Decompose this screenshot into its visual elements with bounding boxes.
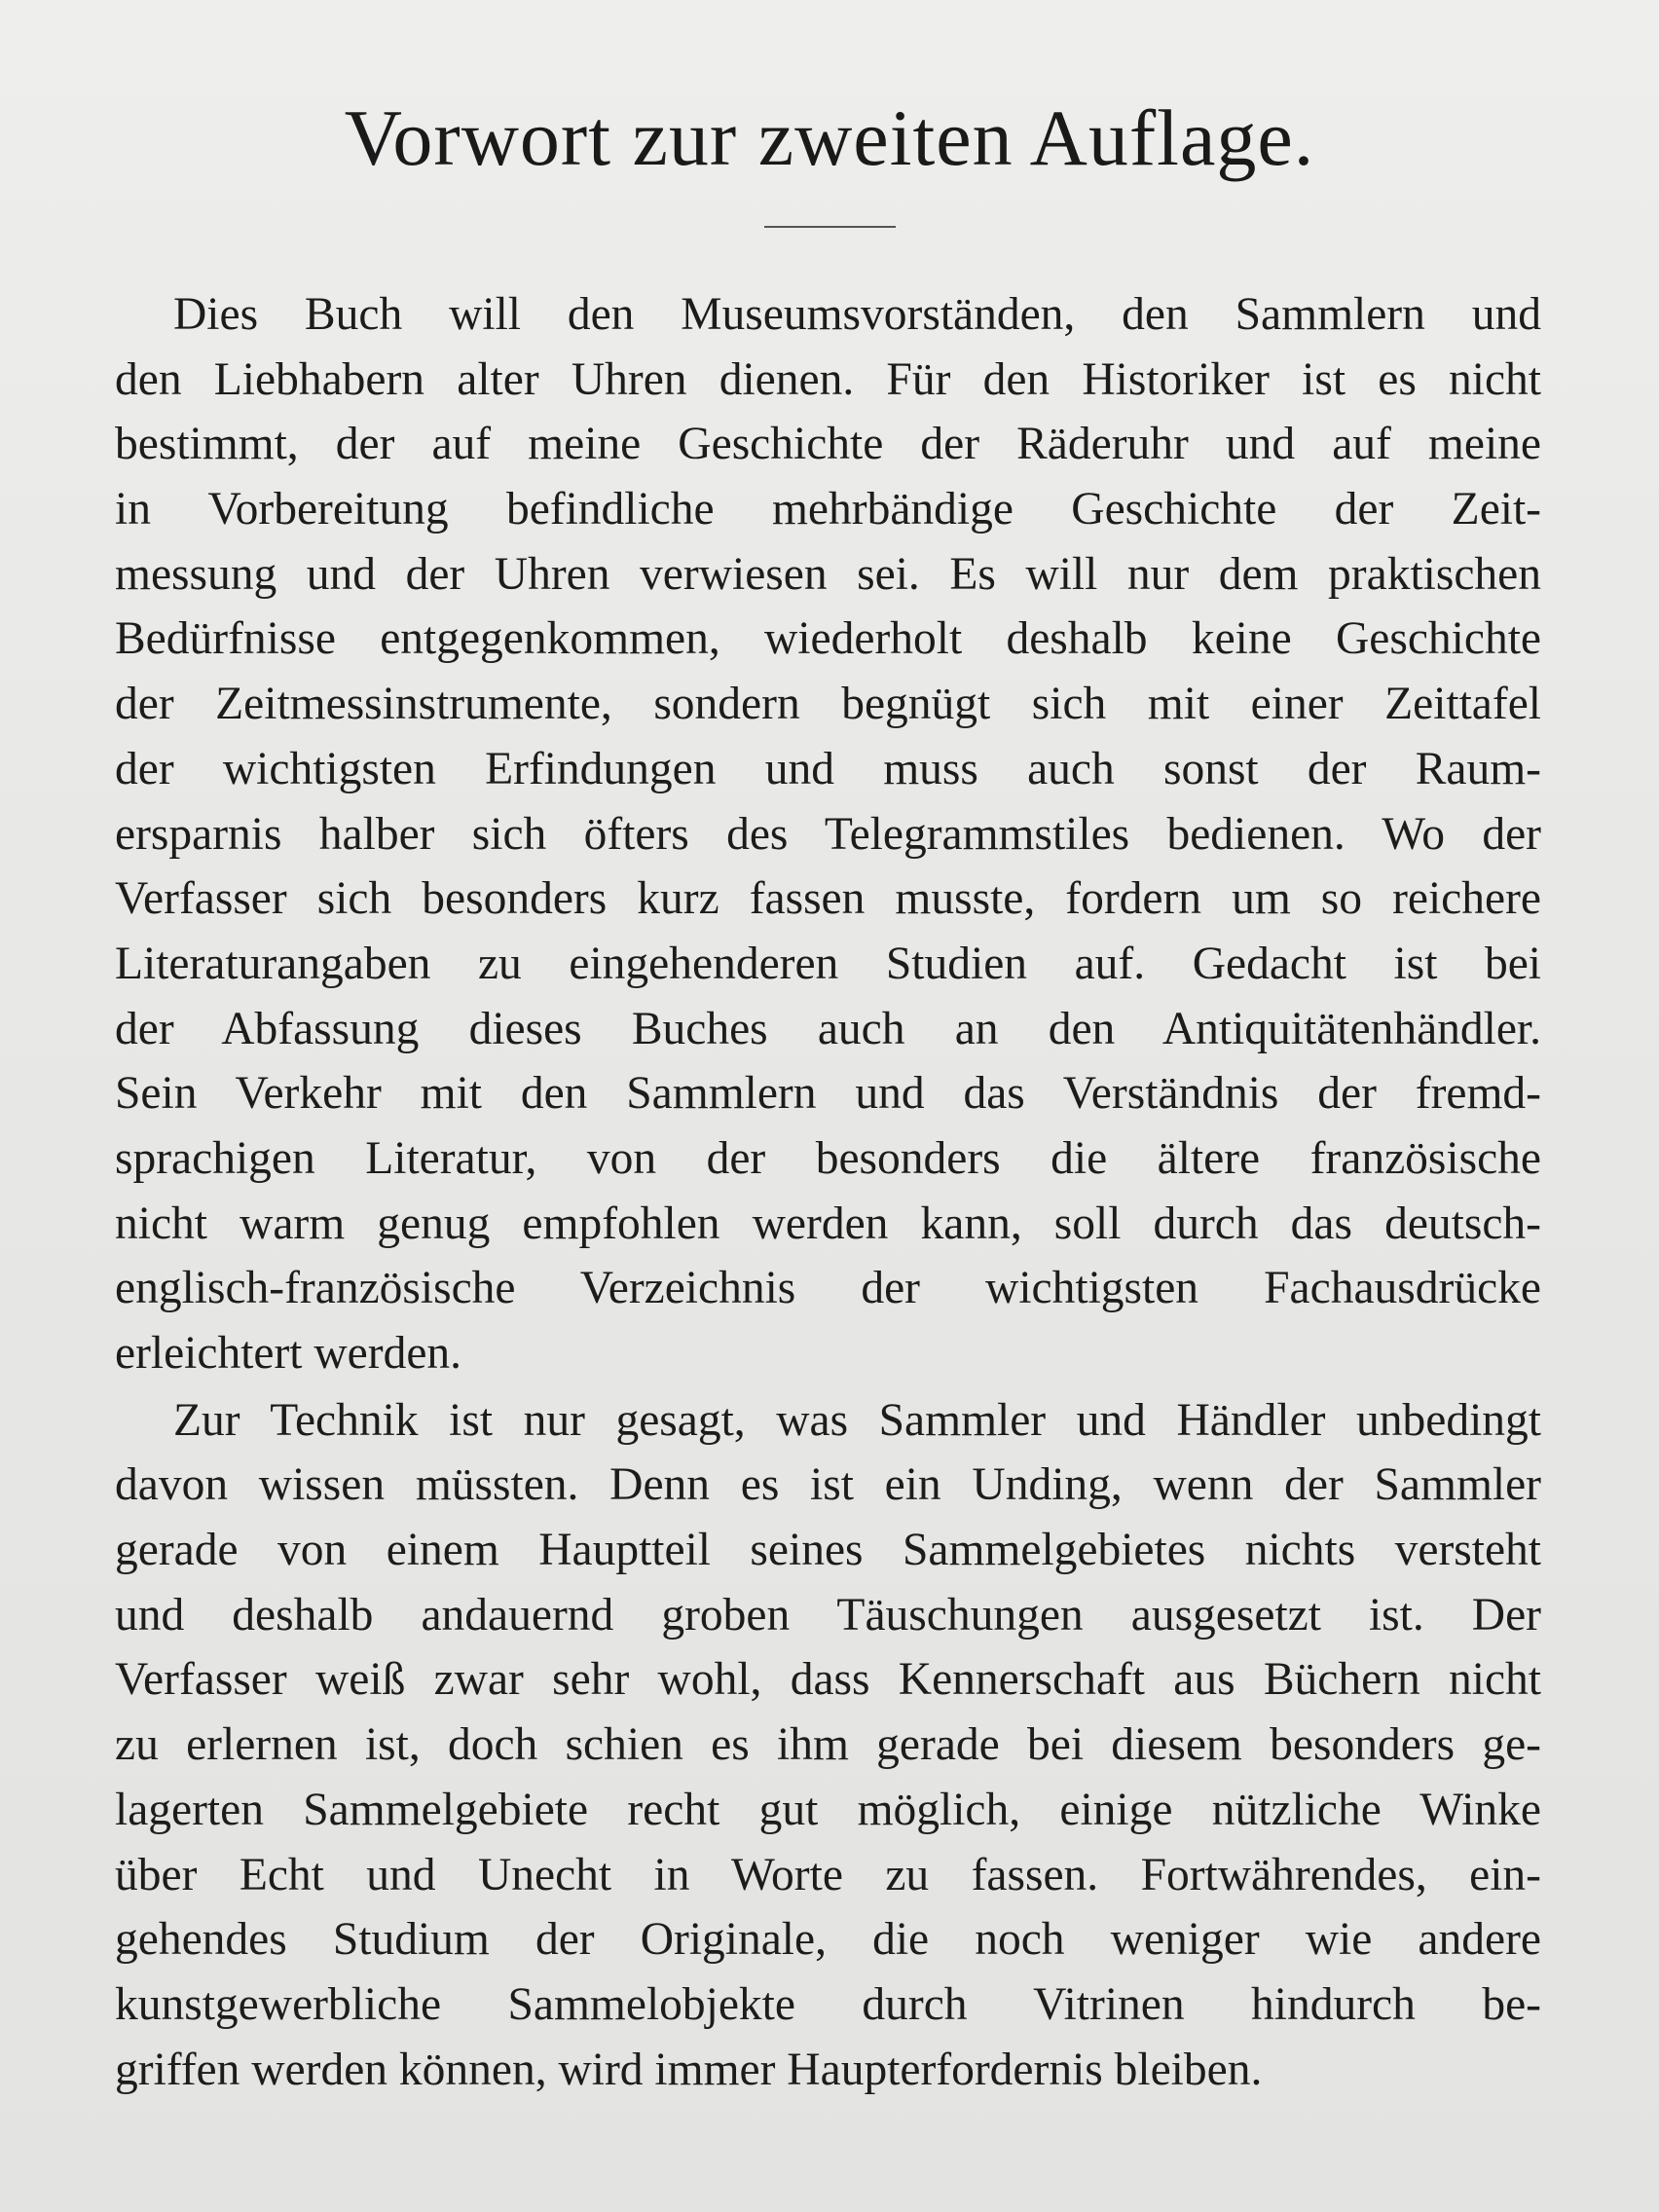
text-line: der wichtigsten Erfindungen und muss auch sonst der Raum- <box>115 743 1541 794</box>
text-line: nicht warm genug empfohlen werden kann, soll durch das deutsch- <box>115 1198 1541 1249</box>
text-line: Literaturangaben zu eingehenderen Studien auf. Gedacht ist bei <box>115 938 1541 989</box>
text-line: gerade von einem Hauptteil seines Sammelgebietes nichts versteht <box>115 1525 1541 1576</box>
text-line: Verfasser weiß zwar sehr wohl, dass Kennerschaft aus Büchern nicht <box>115 1654 1541 1706</box>
text-line: über Echt und Unecht in Worte zu fassen. Fortwährendes, ein- <box>115 1849 1541 1900</box>
text-line: messung und der Uhren verwiesen sei. Es will nur dem praktischen <box>115 548 1541 600</box>
text-line: Sein Verkehr mit den Sammlern und das Verständnis der fremd- <box>115 1068 1541 1120</box>
body-text <box>115 282 1541 2102</box>
text-line: bestimmt, der auf meine Geschichte der Räderuhr und auf meine <box>115 419 1541 470</box>
text-line: erleichtert werden. <box>115 1328 462 1379</box>
text-line: den Liebhabern alter Uhren dienen. Für den Historiker ist es nicht <box>115 353 1541 405</box>
text-line: und deshalb andauernd groben Täuschungen ausgesetzt ist. Der <box>115 1589 1541 1641</box>
text-line: Bedürfnisse entgegenkommen, wiederholt deshalb keine Geschichte <box>115 613 1541 665</box>
text-line: ersparnis halber sich öfters des Telegrammstiles bedienen. Wo der <box>115 808 1541 860</box>
text-line: Dies Buch will den Museumsvorständen, den Sammlern und <box>173 289 1541 340</box>
title-rule <box>764 226 896 228</box>
text-line: der Abfassung dieses Buches auch an den Antiquitätenhändler. <box>115 1003 1541 1054</box>
text-line: davon wissen müssten. Denn es ist ein Unding, wenn der Sammler <box>115 1459 1541 1511</box>
page-title: Vorwort zur zweiten Auflage. <box>344 93 1315 182</box>
text-line: englisch-französische Verzeichnis der wichtigsten Fachausdrücke <box>115 1263 1541 1314</box>
text-line: zu erlernen ist, doch schien es ihm gerade bei diesem besonders ge- <box>115 1719 1541 1771</box>
text-line: Verfasser sich besonders kurz fassen musste, fordern um so reichere <box>115 873 1541 925</box>
text-line: lagerten Sammelgebiete recht gut möglich, einige nützliche Winke <box>115 1784 1541 1835</box>
paragraph <box>115 282 1541 1386</box>
text-line: Zur Technik ist nur gesagt, was Sammler und Händler unbedingt <box>173 1394 1541 1446</box>
text-line: sprachigen Literatur, von der besonders die ältere französische <box>115 1132 1541 1184</box>
text-line: gehendes Studium der Originale, die noch weniger wie andere <box>115 1914 1541 1966</box>
text-line: der Zeitmessinstrumente, sondern begnügt sich mit einer Zeittafel <box>115 679 1541 730</box>
paragraph <box>115 1388 1541 2103</box>
text-line: kunstgewerbliche Sammelobjekte durch Vitrinen hindurch be- <box>115 1978 1541 2030</box>
text-line: griffen werden können, wird immer Haupterfordernis bleiben. <box>115 2044 1263 2095</box>
text-line: in Vorbereitung befindliche mehrbändige Geschichte der Zeit- <box>115 484 1541 535</box>
